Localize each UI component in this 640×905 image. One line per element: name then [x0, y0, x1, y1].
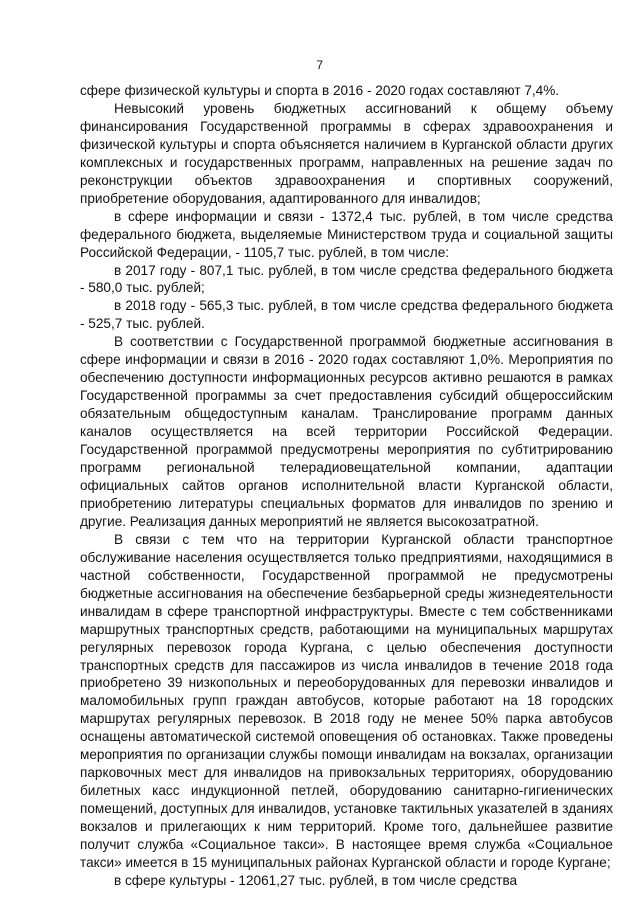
page-number: 7: [316, 58, 324, 72]
paragraph-culture-sphere: в сфере культуры - 12061,27 тыс. рублей, в том числе средства: [114, 872, 518, 888]
paragraph-transport: В связи с тем что на территории Курганской области транспортное обслуживание населения осуществляется только предприятиями, находящимися в частной собственности, Государственной программой не предусмотрены бюджетные ассигнования на обеспечение безбарьерной среды жизнедеятельности инвалидам в сфере транспортной инфраструктуры. Вместе с тем собственниками маршрутных транспортных средств, работающими на муниципальных маршрутах регулярных перевозок города Кургана, с целью обеспечения доступности транспортных средств для пассажиров из числа инвалидов в течение 2018 года приобретено 39 низкопольных и переоборудованных для перевозки инвалидов и маломобильных групп граждан автобусов, которые работают на 18 городских маршрутах регулярных перевозок. В 2018 году не менее 50% парка автобусов оснащены автоматической системой оповещения об остановках. Также проведены мероприятия по организации службы помощи инвалидам на вокзалах, организации парковочных мест для инвалидов на привокзальных территориях, оборудованию билетных касс индукционной петлей, оборудованию санитарно-гигиенических помещений, доступных для инвалидов, установке тактильных указателей в зданиях вокзалов и прилегающих к ним территорий. Кроме того, дальнейшее развитие получит служба «Социальное такси». В настоящее время служба «Социальное такси» имеется в 15 муниципальных районах Курганской области и городе Кургане;: [80, 531, 613, 870]
paragraph-year-2018: в 2018 году - 565,3 тыс. рублей, в том числе средства федерального бюджета - 525,7 тыс. рублей.: [80, 298, 613, 332]
paragraph-budget-level: Невысокий уровень бюджетных ассигнований к общему объему финансирования Государственной программы в сферах здравоохранения и физической культуры и спорта объясняется наличием в Курганской области других комплексных и государственных программ, направленных на решение задач по реконструкции объектов здравоохранения и спортивных сооружений, приобретение оборудования, адаптированного для инвалидов;: [80, 100, 613, 206]
paragraph-information-program: В соответствии с Государственной программой бюджетные ассигнования в сфере информации и связи в 2016 - 2020 годах составляют 1,0%. Мероприятия по обеспечению доступности информационных ресурсов активно решаются в рамках Государственной программы за счет предоставления субсидий общероссийским обязательным общедоступным каналам. Транслирование программ данных каналов осуществляется на всей территории Российской Федерации. Государственной программой предусмотрены мероприятия по субтитрированию программ региональной телерадиовещательной компании, адаптации официальных сайтов органов исполнительной власти Курганской области, приобретению литературы специальных форматов для инвалидов по зрению и другие. Реализация данных мероприятий не является высокозатратной.: [80, 334, 613, 529]
document-body: [80, 82, 613, 890]
paragraph-information-sphere: в сфере информации и связи - 1372,4 тыс. рублей, в том числе средства федерального бюджета, выделяемые Министерством труда и социальной защиты Российской Федерации, - 1105,7 тыс. рублей, в том числе:: [80, 208, 613, 260]
paragraph-year-2017: в 2017 году - 807,1 тыс. рублей, в том числе средства федерального бюджета - 580,0 тыс. рублей;: [80, 262, 613, 296]
paragraph-continuation: сфере физической культуры и спорта в 2016 - 2020 годах составляют 7,4%.: [80, 83, 560, 98]
